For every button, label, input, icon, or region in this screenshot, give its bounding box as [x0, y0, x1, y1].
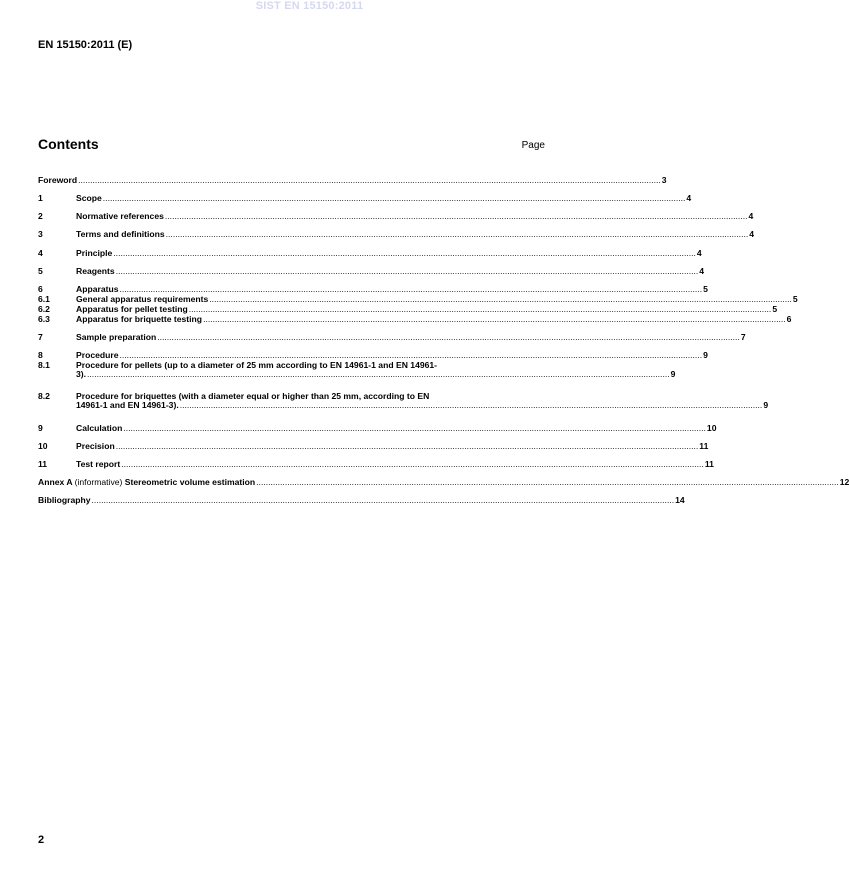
toc-title: Precision	[76, 441, 115, 451]
toc-entry-test-report[interactable]	[38, 459, 714, 469]
toc-page: 10	[706, 423, 717, 433]
toc-number: 6.3	[38, 314, 50, 324]
toc-number: 8.1	[38, 360, 50, 370]
toc-title-line1: Procedure for briquettes (with a diameter equal or higher than 25 mm, according to EN	[76, 391, 430, 401]
contents-title: Contents	[38, 136, 99, 152]
toc-entry-apparatus[interactable]	[38, 284, 708, 294]
toc-page: 4	[696, 248, 702, 258]
toc-page: 4	[748, 211, 754, 221]
toc-page: 14	[675, 495, 685, 505]
toc-title: Calculation	[76, 423, 123, 433]
toc-title: Apparatus	[76, 284, 119, 294]
toc-page: 4	[749, 229, 755, 239]
toc-title: General apparatus requirements	[76, 294, 209, 304]
toc-number: 8	[38, 350, 43, 360]
toc-number: 8.2	[38, 391, 50, 401]
toc-page: 9	[703, 350, 708, 360]
toc-page: 12	[839, 477, 849, 487]
toc-number: 6.2	[38, 304, 50, 314]
toc-title: Bibliography	[38, 495, 91, 505]
toc-entry-precision[interactable]	[38, 441, 709, 451]
toc-number: 11	[38, 459, 48, 469]
toc-entry-apparatus-briquette-testing[interactable]	[38, 314, 792, 324]
toc-number: 10	[38, 441, 48, 451]
toc-page: 6	[786, 314, 792, 324]
toc-page: 9	[763, 400, 769, 410]
toc-entry-procedure[interactable]	[38, 350, 708, 360]
toc-title: Normative references	[76, 211, 164, 221]
toc-title: Principle	[76, 248, 113, 258]
toc-entry-bibliography[interactable]	[38, 495, 685, 505]
toc-page: 3	[661, 175, 667, 185]
toc-page: 5	[792, 294, 798, 304]
toc-page: 7	[740, 332, 746, 342]
toc-page: 4	[686, 193, 692, 203]
toc-entry-procedure-pellets[interactable]	[38, 360, 676, 379]
toc-title: Test report	[76, 459, 121, 469]
toc-title: Apparatus for pellet testing	[76, 304, 188, 314]
toc-number: 3	[38, 229, 43, 239]
toc-annex-label: Annex A	[38, 477, 73, 487]
page-number: 2	[38, 834, 45, 846]
toc-entry-normative-references[interactable]	[38, 211, 754, 221]
toc-title: Stereometric volume estimation	[124, 477, 256, 487]
toc-title: Scope	[76, 193, 102, 203]
toc-title: Terms and definitions	[76, 229, 165, 239]
toc-annex-type: (informative)	[74, 477, 123, 487]
toc-entry-annex-a[interactable]	[38, 477, 849, 487]
toc-entry-apparatus-pellet-testing[interactable]	[38, 304, 778, 314]
toc-title: Sample preparation	[76, 332, 157, 342]
toc-number: 4	[38, 248, 43, 258]
toc-title: Procedure	[76, 350, 119, 360]
toc-entry-sample-preparation[interactable]	[38, 332, 746, 342]
toc-number: 7	[38, 332, 43, 342]
toc-title: Apparatus for briquette testing	[76, 314, 203, 324]
toc-entry-principle[interactable]	[38, 248, 702, 258]
toc-page: 11	[704, 459, 714, 469]
toc-title-line2: 3).	[76, 369, 87, 379]
toc-page: 5	[772, 304, 778, 314]
toc-title: Reagents	[76, 266, 115, 276]
toc-title-line1: Procedure for pellets (up to a diameter of 25 mm according to EN 14961-1 and EN 14961-	[76, 360, 438, 370]
toc-page: 4	[699, 266, 705, 276]
toc-entry-scope[interactable]	[38, 193, 692, 203]
toc-entry-general-apparatus-requirements[interactable]	[38, 294, 798, 304]
toc-page: 9	[670, 369, 676, 379]
toc-number: 9	[38, 423, 43, 433]
toc-page: 11	[699, 441, 709, 451]
toc-number: 6	[38, 284, 43, 294]
toc-number: 6.1	[38, 294, 50, 304]
toc-title-line2: 14961-1 and EN 14961-3).	[76, 400, 179, 410]
toc-entry-terms-and-definitions[interactable]	[38, 229, 755, 239]
document-id: EN 15150:2011 (E)	[38, 39, 133, 51]
watermark: SIST EN 15150:2011	[255, 0, 364, 12]
toc-entry-foreword[interactable]	[38, 175, 667, 185]
toc-number: 1	[38, 193, 43, 203]
toc-entry-reagents[interactable]	[38, 266, 705, 276]
page-column-label: Page	[521, 140, 545, 151]
toc-number: 5	[38, 266, 43, 276]
toc-entry-calculation[interactable]	[38, 423, 717, 433]
toc-number: 2	[38, 211, 43, 221]
toc-title: Foreword	[38, 175, 78, 185]
toc-page: 5	[703, 284, 708, 294]
toc-entry-procedure-briquettes[interactable]	[38, 391, 769, 410]
